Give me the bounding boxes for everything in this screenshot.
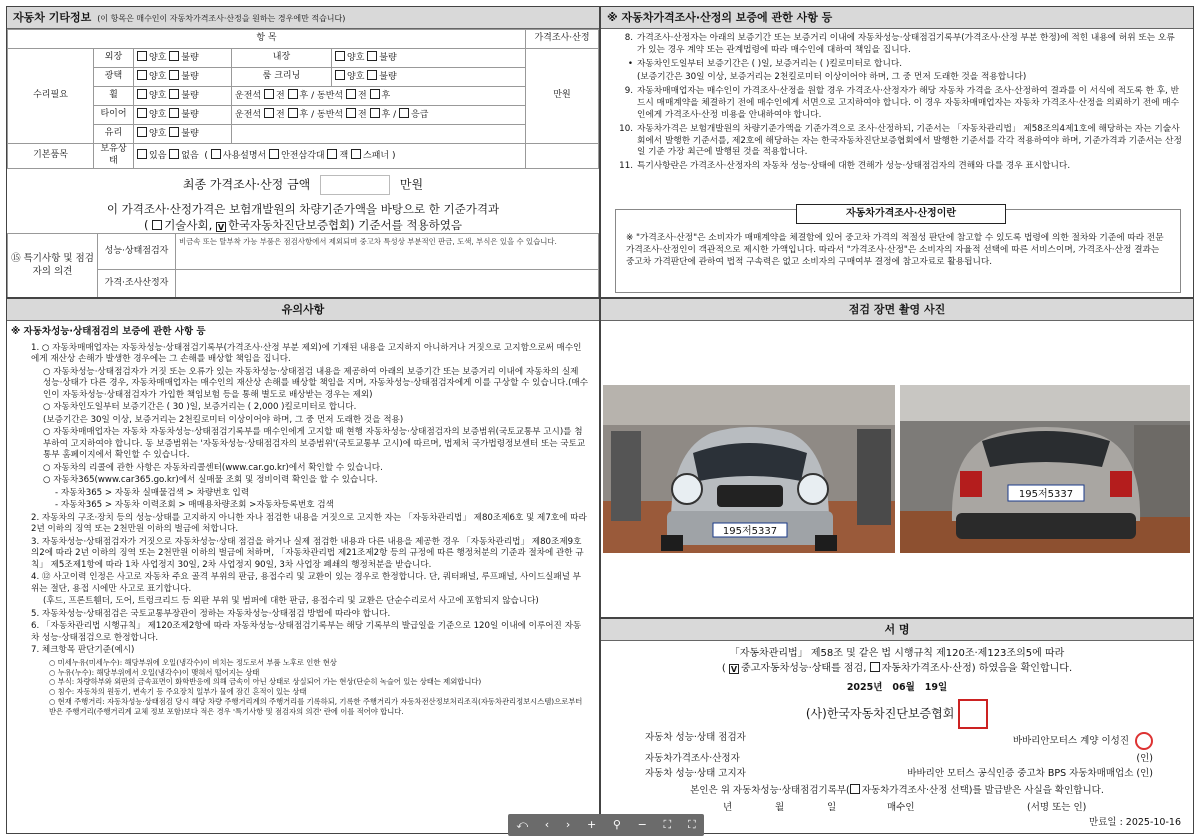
tire-rear-checkbox[interactable] xyxy=(370,108,380,118)
signature-role: 자동차가격조사·산정자 xyxy=(645,752,740,764)
buyer-row xyxy=(613,802,1181,815)
room-bad-checkbox[interactable] xyxy=(367,70,377,80)
price-check-checkbox[interactable] xyxy=(870,662,880,672)
manual-checkbox[interactable] xyxy=(211,149,221,159)
wheel-rear-passenger-checkbox[interactable] xyxy=(288,89,298,99)
fit-page-icon[interactable]: ⛶ xyxy=(663,817,672,831)
signature-body xyxy=(601,641,1193,829)
caution-item: ○ 자동차365(www.car365.go.kr)에서 실매물 조회 및 정비이력 확인을 할 수 있습니다. xyxy=(43,475,378,486)
good-label: 양호 xyxy=(149,110,167,121)
org-row xyxy=(613,699,1181,729)
item-text: 가격조사·산정자는 아래의 보증기간 또는 보증거리 이내에 자동차성능·상태점검기록부(가격조사·산정 부분 한정)에 적힌 내용에 허위 또는 오류가 있는 경우 계약 또는 관계법령에 따라 매수인에 대하여 책임을 집니다. xyxy=(637,33,1175,55)
tire-driver-label: 운전석 xyxy=(235,110,262,121)
price-warranty-items xyxy=(601,29,1193,173)
wheel-driver-label: 운전석 xyxy=(235,91,262,102)
bad-label: 불량 xyxy=(181,72,199,83)
front-label: 전 xyxy=(357,91,367,102)
caution-panel xyxy=(6,298,600,834)
good-label: 양호 xyxy=(149,53,167,64)
exterior-good-checkbox[interactable] xyxy=(137,51,147,61)
org-name: (사)한국자동차진단보증협회 xyxy=(805,706,955,721)
inspector-seal-stamp xyxy=(1135,732,1153,750)
definition-title: 자동차가격조사·산정이란 xyxy=(796,204,1006,224)
wheel-front-checkbox[interactable] xyxy=(264,89,274,99)
sig-year: 2025 xyxy=(846,682,874,694)
sig-day: 19 xyxy=(924,682,938,694)
rear-passenger-label: 후 / 동반석 xyxy=(299,110,344,121)
tire-rear-passenger-checkbox[interactable] xyxy=(288,108,298,118)
wheel-rear-checkbox[interactable] xyxy=(370,89,380,99)
wheel-good-checkbox[interactable] xyxy=(137,89,147,99)
row-interior: 내장 xyxy=(232,49,332,68)
signature-rows xyxy=(613,732,1181,781)
tire-good-checkbox[interactable] xyxy=(137,108,147,118)
kaa-label: 한국자동차진단보증협회) 기준서를 적용하였음 xyxy=(227,218,462,233)
sig-month-unit: 월 xyxy=(905,682,915,694)
bad-label: 불량 xyxy=(379,72,397,83)
viewer-toolbar xyxy=(508,814,704,836)
bad-label: 불량 xyxy=(181,129,199,140)
confirm-price-label: 자동차가격조사·산정) 하였음을 확인합니다. xyxy=(881,663,1073,675)
final-price-label: 최종 가격조사·산정 금액 xyxy=(182,177,311,192)
undo-icon[interactable]: ⤺ xyxy=(516,817,529,831)
spanner-label: 스패너 ) xyxy=(363,150,396,161)
signature-value[interactable]: 바바리안 모터스 공식인증 중고차 BPS 자동차매매업소 (인) xyxy=(907,768,1153,780)
exterior-bad-checkbox[interactable] xyxy=(169,51,179,61)
blank-month: 월 xyxy=(775,801,785,813)
none-label: 없음 xyxy=(181,150,199,161)
criteria-item: ○ 침수: 자동차의 원동기, 변속기 등 주요장치 일부가 물에 잠긴 흔적이 있는 상태 xyxy=(49,687,307,697)
caution-list xyxy=(7,339,599,657)
tech-society-checkbox[interactable] xyxy=(152,220,162,230)
item-text: 자동차매매업자는 매수인이 가격조사·산정을 원할 경우 가격조사·산정자가 해당 자동차 가격을 조사·산정하여 결과를 이 서식에 적도록 한 후, 반드시 매매계약을 체결하기 전에 매수인에게 서면으로 고지하여야 합니다. 이 경우 자동차매매업자는 자동차 가격조사·산정을 의뢰하기 전에 매수인에게 가격조사·산정 비용을 안내하여야 합니다. xyxy=(637,86,1180,120)
tech-society-label: 기술사회, xyxy=(164,218,213,233)
final-price-row xyxy=(7,175,599,195)
interior-bad-checkbox[interactable] xyxy=(367,51,377,61)
confirm-line: ( V 중고자동차성능·상태를 점검, 자동차가격조사·산정) 하였음을 확인합니다. xyxy=(721,663,1073,675)
good-label: 양호 xyxy=(347,72,365,83)
signature-role: 자동차 성능·상태 고지자 xyxy=(645,768,746,780)
row-wheel: 휠 xyxy=(94,87,134,106)
caution-item: 6. 「자동차관리법 시행규칙」 제120조제2항에 따라 자동차성능·상태점검기록부는 해당 기록부의 발급일을 기준으로 120일 이내에 이루어진 자동차 성능·상태점검으로 한정합니다. xyxy=(31,621,582,643)
price-warranty-item xyxy=(615,72,1183,84)
item-number: • xyxy=(627,58,633,69)
fullscreen-icon[interactable]: ⛶ xyxy=(687,817,696,831)
price-warranty-item xyxy=(615,59,1183,71)
front-car-photo xyxy=(601,321,897,618)
org-seal-stamp xyxy=(958,699,988,729)
receipt-line xyxy=(613,784,1181,798)
bad-label: 불량 xyxy=(181,91,199,102)
emergency-label: 응급 xyxy=(411,110,429,121)
blank-year: 년 xyxy=(723,801,733,813)
good-label: 양호 xyxy=(149,91,167,102)
caution-item: 1. ○ 자동차매매업자는 자동차성능·상태점검기록부(가격조사·산정 부분 제외)에 기재된 내용을 고지하지 아니하거나 거짓으로 고지함으로써 매수인에게 재산상 손해가 발생한 경우에는 그 손해를 배상할 책임을 집니다. xyxy=(31,342,582,365)
caution-item: (후드, 프론트휀더, 도어, 트렁크리드 등 외판 부위 및 범퍼에 대한 판금, 용접수리 및 교환은 단순수리로서 사고에 포함되지 않습니다) xyxy=(43,596,539,607)
photo-front xyxy=(601,321,897,618)
good-label: 양호 xyxy=(149,72,167,83)
signature-row xyxy=(645,753,1153,766)
price-warranty-item xyxy=(615,124,1183,159)
blank-day: 일 xyxy=(827,801,837,813)
rear-plate-text: 195저5337 xyxy=(1018,489,1074,500)
front-plate-text: 195저5337 xyxy=(722,526,778,537)
wheel-front2-checkbox[interactable] xyxy=(346,89,356,99)
item-number: 11. xyxy=(619,161,633,172)
rear-passenger-label: 후 / 동반석 xyxy=(299,91,344,102)
row-gloss: 광택 xyxy=(94,68,134,87)
caution-item: ○ 자동차인도일부터 보증기간은 ( 30 )일, 보증거리는 ( 2,000 )킬로미터로 합니다. xyxy=(43,402,357,413)
caution-header: 유의사항 xyxy=(7,299,599,321)
price-warranty-item xyxy=(615,33,1183,57)
price-unit: 만원 xyxy=(526,49,599,144)
signature-row xyxy=(645,768,1153,781)
row-glass: 유리 xyxy=(94,125,134,144)
criteria-item: ○ 미세누유(미세누수): 해당부위에 오일(냉각수)이 비치는 정도로서 부품 노후로 인한 현상 xyxy=(49,657,337,667)
other-info-header xyxy=(7,7,599,29)
price-warranty-item xyxy=(615,86,1183,121)
front-label: 전 xyxy=(275,110,285,121)
photo-rear xyxy=(898,321,1194,618)
item-number: 10. xyxy=(619,123,633,134)
other-info-table: 항 목 가격조사·산정 수리필요 외장 양호 불량 내장 양호 불량 만원 광택 양호 불량 룸 크리닝 양호 불량 휠 양호 불량 운전석 전 후 / 동반석 전 후 타이어 양호 불량 운전석 전 후 / 동반석 전 후 / 응급 유리 양호 불량 기본품목 보유상태 있음 없음 ( 사용설명서 안전삼각대 잭 스패너 ) xyxy=(7,29,599,169)
gloss-bad-checkbox[interactable] xyxy=(169,70,179,80)
signature-row xyxy=(645,732,1153,750)
criteria-item: ○ 부식: 차량하부와 외판의 금속표면이 화학반응에 의해 금속이 아닌 상태로 상실되어 가는 현상(단순히 녹슬어 있는 상태는 제외합니다) xyxy=(49,677,482,687)
triangle-label: 안전삼각대 xyxy=(281,150,325,161)
item-text: 자동차가격은 보험개발원의 차량기준가액을 기준가격으로 조사·산정하되, 기준서는 「자동차관리법」 제58조의4제1호에 해당하는 자는 기술사회에서 발행한 기준서를, 제2호에 해당하는 자는 한국자동차진단보증협회에서 발행한 기준서를 각각 적용하여야 하며, 기준가격과 기준서는 산정일 기준 가장 최근에 발행된 것을 적용합니다. xyxy=(637,123,1182,158)
other-info-subtitle: (이 항목은 매수인이 자동차가격조사·산정을 원하는 경우에만 적습니다) xyxy=(97,14,346,23)
basis-text xyxy=(7,201,599,234)
caution-item: ○ 자동차의 리콜에 관한 사항은 자동차리콜센터(www.car.go.kr)에서 확인할 수 있습니다. xyxy=(43,462,383,473)
buyer-label: 매수인 xyxy=(887,801,915,813)
receipt-a: 본인은 위 자동차성능·상태점검기록부( xyxy=(690,784,850,796)
front-label: 전 xyxy=(275,91,285,102)
other-info-title: 자동차 기타정보 xyxy=(13,11,92,24)
buyer-sign: (서명 또는 인) xyxy=(1027,801,1087,813)
caution-subtitle: ※ 자동차성능·상태점검의 보증에 관한 사항 등 xyxy=(11,326,206,337)
caution-item: 5. 자동차성능·상태점검은 국토교통부장관이 정하는 자동차성능·상태점검 방법에 따라야 합니다. xyxy=(31,608,391,619)
item-number: 8. xyxy=(624,33,633,43)
repair-label: 수리필요 xyxy=(8,49,94,144)
final-price-unit: 만원 xyxy=(399,177,424,192)
caution-item: 7. 체크항목 판단기준(예시) xyxy=(31,645,135,656)
triangle-checkbox[interactable] xyxy=(269,149,279,159)
prev-page-icon[interactable]: ‹ xyxy=(544,817,550,831)
item-text: 자동차인도일부터 보증기간은 ( )일, 보증거리는 ( )킬로미터로 합니다. xyxy=(637,58,902,69)
law-line: 「자동차관리법」 제58조 및 같은 법 시행규칙 제120조·제123조의5에 따라 xyxy=(729,648,1065,659)
bad-label: 불량 xyxy=(181,110,199,121)
caution-item: - 자동차365 > 자동차 이력조회 > 매매용차량조회 >자동차등록번호 검색 xyxy=(55,500,334,511)
used-check-checkbox[interactable]: V xyxy=(730,665,738,675)
item-number xyxy=(615,72,633,84)
inspector-opinion: 비금속 또는 탈부착 가능 부품은 점검사항에서 제외되며 중고차 특성상 부분적인 판금, 도색, 부식은 있을 수 있습니다. xyxy=(176,234,599,270)
glass-bad-checkbox[interactable] xyxy=(169,127,179,137)
zoom-out-icon[interactable]: − xyxy=(637,817,647,831)
caution-item: ○ 자동차성능·상태점검자가 거짓 또는 오류가 있는 자동차성능·상태점검 내용을 제공하여 아래의 보증기간 또는 보증거리 이내에 자동차의 실제 성능·상태가 다른 경우, 자동차매매업자는 매수인의 재산상 손해를 배상할 책임을 지며, 자동차성능·상태점검자에게 이를 구상할 수 있습니다.(매수인이 자동차성능·상태점검자가 가입한 책임보험 등을 통해 별도로 배상받는 경우는 제외) xyxy=(43,366,589,400)
criteria-item: ○ 현재 주행거리: 자동차성능·상태점검 당시 해당 차량 주행거리계의 주행거리를 기록하되, 기록한 주행거리가 자동차전산정보처리조직(자동차관리정보시스템)으로부터 받은 주행거리(주행거리계 교체 정보 포함)보다 적은 경우 '특기사항 및 점검자의 의견' 란에 이를 적어야 합니다. xyxy=(49,697,583,716)
interior-good-checkbox[interactable] xyxy=(335,51,345,61)
signature-role: 자동차 성능·상태 점검자 xyxy=(645,731,746,743)
price-warranty-item xyxy=(615,161,1183,173)
tire-bad-checkbox[interactable] xyxy=(169,108,179,118)
item-text: (보증기간은 30일 이상, 보증거리는 2천킬로미터 이상이어야 하며, 그 중 먼저 도래한 것을 적용합니다) xyxy=(637,72,1027,83)
spanner-checkbox[interactable] xyxy=(351,149,361,159)
next-page-icon[interactable]: › xyxy=(565,817,571,831)
caution-item: ○ 자동차매매업자는 자동차 자동차성능·상태점검기록부를 매수인에게 고지할 때 현행 자동차성능·상태점검자의 보증범위(국토교통부 고시)를 첨부하여 고지하여야 합니다. 동 보증범위는 '자동차성능·상태점검자의 보증범위'(국토교통부 고시)에 따르며, 법제처 국가법령정보센터 또는 국토교통부 홈페이지에서 확인할 수 있습니다. xyxy=(43,427,586,461)
caution-item: - 자동차365 > 자동차 실매물검색 > 차량번호 입력 xyxy=(55,487,250,498)
expiry-date: 만료일 : 2025-10-16 xyxy=(1089,817,1181,829)
manual-label: 사용설명서 xyxy=(222,150,267,161)
caution-item: 2. 자동차의 구조·장치 등의 성능·상태를 고지하지 아니한 자나 점검한 내용을 거짓으로 고지한 자는 「자동차관리법」 제80조제6호 및 제7호에 따라 2년 이하의 징역 또는 2천만원 이하의 벌금에 처합니다. xyxy=(31,512,587,535)
appraiser-opinion xyxy=(176,270,599,298)
bad-label: 불량 xyxy=(379,53,397,64)
glass-good-checkbox[interactable] xyxy=(137,127,147,137)
wheel-bad-checkbox[interactable] xyxy=(169,89,179,99)
jack-label: 잭 xyxy=(339,150,349,161)
receipt-b: 자동차가격조사·산정 선택)를 발급받은 사실을 확인합니다. xyxy=(861,784,1104,796)
tire-front-checkbox[interactable] xyxy=(264,108,274,118)
exists-label: 있음 xyxy=(149,150,167,161)
receipt-price-checkbox[interactable] xyxy=(850,784,860,794)
price-warranty-header: ※ 자동차가격조사·산정의 보증에 관한 사항 등 xyxy=(601,7,1193,29)
row-room-cleaning: 룸 크리닝 xyxy=(232,68,332,87)
caution-item: (보증기간은 30일 이상, 보증거리는 2천킬로미터 이상이어야 하며, 그 중 먼저 도래한 것을 적용) xyxy=(43,414,404,425)
jack-checkbox[interactable] xyxy=(327,149,337,159)
confirm-used-label: 중고자동차성능·상태를 점검, xyxy=(740,663,867,675)
row-tire: 타이어 xyxy=(94,106,134,125)
tire-emergency-checkbox[interactable] xyxy=(399,108,409,118)
kaa-checkbox[interactable]: V xyxy=(217,223,225,233)
sig-month: 06 xyxy=(892,682,906,694)
good-label: 양호 xyxy=(347,53,365,64)
item-number: 9. xyxy=(624,86,633,97)
rear-label: 후 xyxy=(381,91,391,102)
sig-year-unit: 년 xyxy=(873,682,883,694)
signature-value[interactable]: (인) xyxy=(1136,752,1153,764)
gloss-good-checkbox[interactable] xyxy=(137,70,147,80)
tire-front2-checkbox[interactable] xyxy=(346,108,356,118)
possession-label: 보유상태 xyxy=(94,144,134,169)
front-label: 전 xyxy=(357,110,367,121)
inspector-label: 성능·상태점검자 xyxy=(98,234,176,270)
basis-line1: 이 가격조사·산정가격은 보험개발원의 차량기준가액을 바탕으로 한 기준가격과 xyxy=(106,201,500,216)
search-icon[interactable]: ⚲ xyxy=(612,817,621,831)
special-label: ⑮ 특기사항 및 점검자의 의견 xyxy=(8,234,98,298)
photo-header: 점검 장면 촬영 사진 xyxy=(601,299,1193,321)
definition-box xyxy=(615,209,1181,293)
bad-label: 불량 xyxy=(181,53,199,64)
price-warranty-panel xyxy=(600,6,1194,298)
other-info-panel xyxy=(6,6,600,298)
signature-date xyxy=(613,682,1181,695)
rear-car-photo xyxy=(898,321,1194,618)
signature-panel xyxy=(600,618,1194,834)
rear-label: 후 xyxy=(381,110,391,121)
criteria-item: ○ 누유(누수): 해당부위에서 오일(냉각수)이 맺혀서 떨어지는 상태 xyxy=(49,667,260,677)
row-exterior: 외장 xyxy=(94,49,134,68)
appraiser-label: 가격·조사산정자 xyxy=(98,270,176,298)
col-item-header: 항 목 xyxy=(8,30,526,49)
final-price-input[interactable] xyxy=(320,175,390,195)
definition-text: ※ "가격조사·산정"은 소비자가 매매계약을 체결함에 있어 중고차 가격의 적절성 판단에 참고할 수 있도록 법령에 의한 절차와 기준에 따라 전문 가격조사·산정인이 객관적으로 제시한 가액입니다. 따라서 "가격조사·산정"은 소비자의 자율적 선택에 따른 서비스이며, 가격조사·산정 결과는 중고차 가격판단에 관하여 법적 구속력은 없고 소비자의 구매여부 결정에 참고자료로 활용됩니다. xyxy=(626,233,1164,268)
exists-checkbox[interactable] xyxy=(137,149,147,159)
item-text: 특기사항란은 가격조사·산정자의 자동차 성능·상태에 대한 견해가 성능·상태점검자의 견해와 다를 경우 표시합니다. xyxy=(637,161,1071,172)
signature-header: 서 명 xyxy=(601,619,1193,641)
none-checkbox[interactable] xyxy=(169,149,179,159)
zoom-in-icon[interactable]: + xyxy=(586,817,597,831)
sig-day-unit: 일 xyxy=(937,682,948,694)
basic-items-label: 기본품목 xyxy=(8,144,94,169)
caution-item: 3. 자동차성능·상태점검자가 거짓으로 자동차성능·상태 점검을 하거나 실제 점검한 내용과 다른 내용을 제공한 경우 「자동차관리법」 제80조제9호의2에 따라 2년 이하의 징역 또는 2천만원 이하의 벌금에 처하며, 「자동차관리법 제21조제2항 등의 규정에 따른 행정처분의 기준과 절차에 관한 규칙」 제5조제1항에 따라 1차 사업정지 30일, 2차 사업정지 90일, 3차 사업장 폐쇄의 행정처분을 받습니다. xyxy=(31,536,584,570)
signature-value[interactable]: 바바리안모터스 계양 이성진 xyxy=(1012,735,1129,747)
caution-item: 4. ⑫ 사고이력 인정은 사고로 자동차 주요 골격 부위의 판금, 용접수리 및 교환이 있는 경우로 한정합니다. 단, 쿼터패널, 루프패널, 사이드실패널 부위는 절단, 용접 시에만 사고로 표기합니다. xyxy=(31,572,581,594)
special-notes-table xyxy=(7,233,599,298)
basis-line2: ( 기술사회, V 한국자동차진단보증협회) 기준서를 적용하였음 xyxy=(144,218,462,233)
room-good-checkbox[interactable] xyxy=(335,70,345,80)
good-label: 양호 xyxy=(149,129,167,140)
photo-panel xyxy=(600,298,1194,618)
col-price-header: 가격조사·산정 xyxy=(526,30,599,49)
criteria-list xyxy=(7,658,599,717)
